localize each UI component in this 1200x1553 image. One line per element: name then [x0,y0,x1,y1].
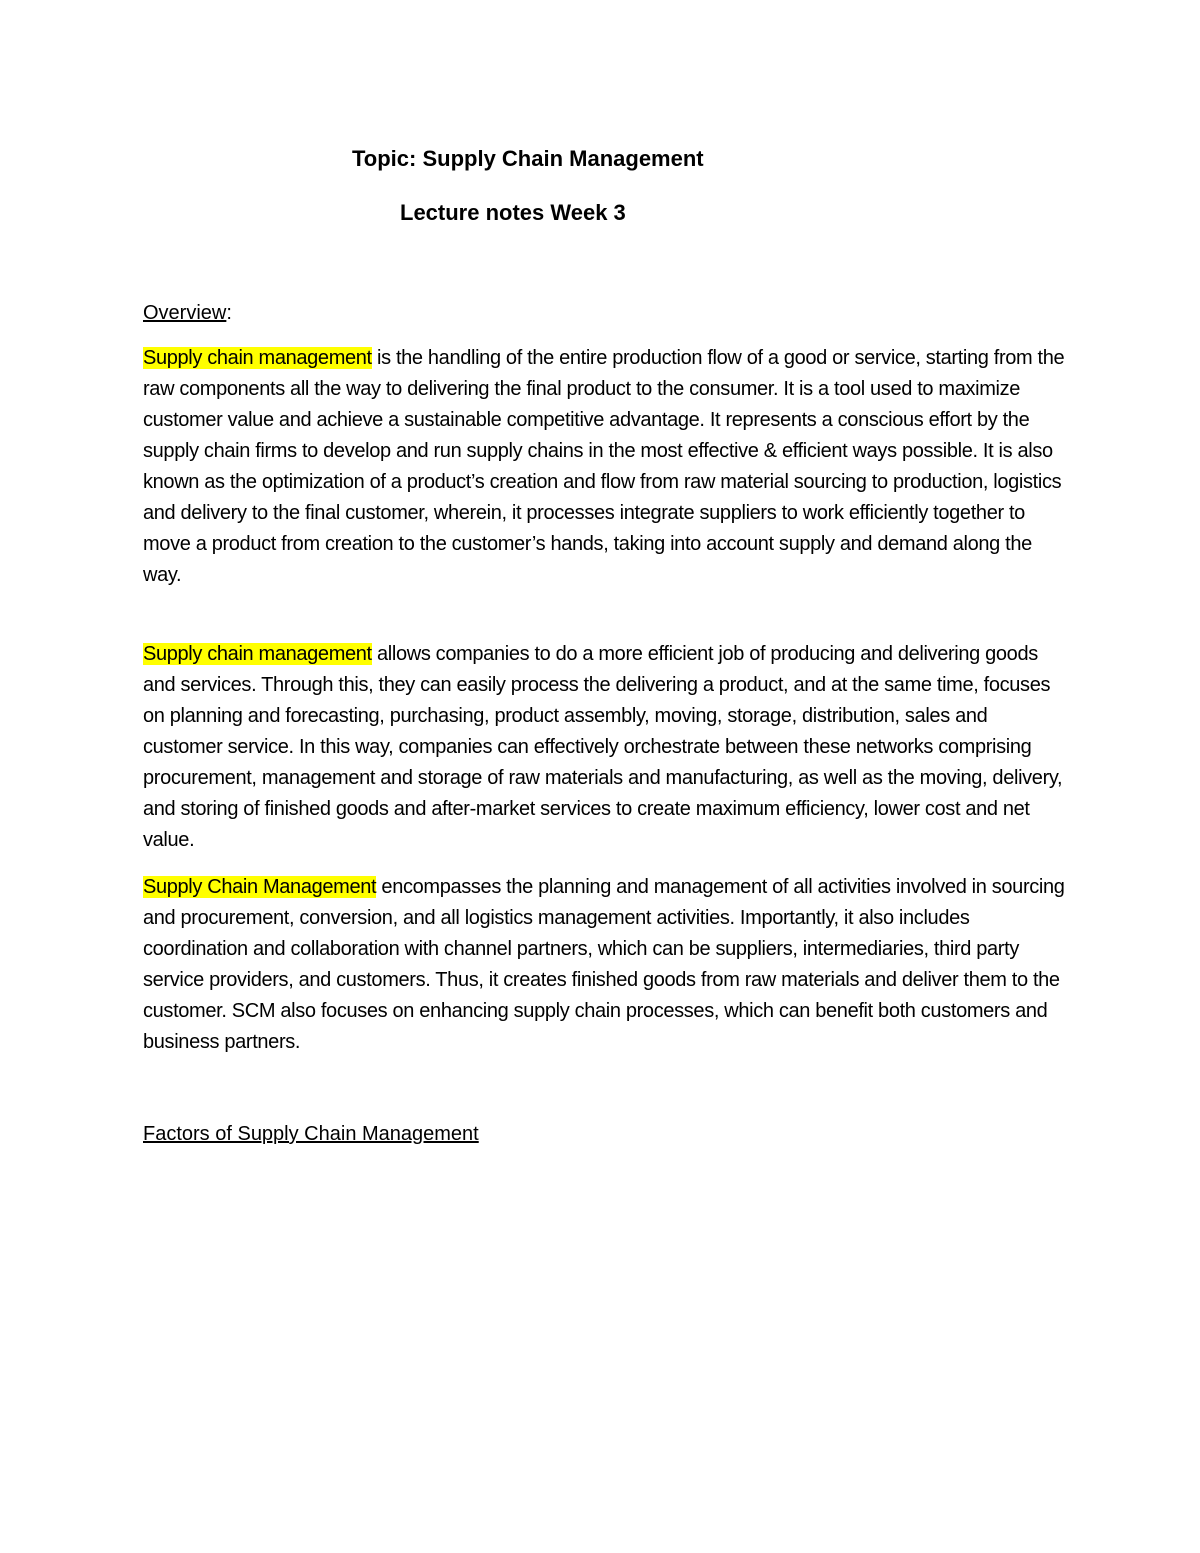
factors-heading-label: Factors of Supply Chain Management [143,1123,479,1145]
highlighted-term: Supply chain management [143,347,372,369]
paragraph [143,872,1068,1058]
overview-heading-colon: : [226,302,232,324]
paragraph-text: allows companies to do a more efficient job of producing and delivering goods and services. Through this, they can easily process the delivering a product, and at the same time, focuses on planning and forecasting, purchasing, product assembly, moving, storage, distribution, sales and customer service. In this way, companies can effectively orchestrate between these networks comprising procurement, management and storage of raw materials and manufacturing, as well as the moving, delivery, and storing of finished goods and after-market services to create maximum efficiency, lower cost and net value. [143,643,1063,851]
paragraph [143,343,1068,591]
paragraph [143,639,1068,856]
highlighted-term: Supply Chain Management [143,876,377,898]
document-subtitle: Lecture notes Week 3 [400,200,626,225]
document-title: Topic: Supply Chain Management [352,146,704,171]
overview-heading-label: Overview [143,302,227,324]
paragraph-text: encompasses the planning and management of all activities involved in sourcing and procurement, conversion, and all logistics management activities. Importantly, it also includes coordination and collaboration with channel partners, which can be suppliers, intermediaries, third party service providers, and customers. Thus, it creates finished goods from raw materials and deliver them to the customer. SCM also focuses on enhancing supply chain processes, which can benefit both customers and business partners. [143,876,1065,1053]
paragraph-text: is the handling of the entire production flow of a good or service, starting from the raw components all the way to delivering the final product to the consumer. It is a tool used to maximize customer value and achieve a sustainable competitive advantage. It represents a conscious effort by the supply chain firms to develop and run supply chains in the most effective & efficient ways possible. It is also known as the optimization of a product’s creation and flow from raw material sourcing to production, logistics and delivery to the final customer, wherein, it processes integrate suppliers to work efficiently together to move a product from creation to the customer’s hands, taking into account supply and demand along the way. [143,347,1065,586]
overview-heading [143,300,232,326]
factors-heading [143,1121,479,1147]
highlighted-term: Supply chain management [143,643,372,665]
